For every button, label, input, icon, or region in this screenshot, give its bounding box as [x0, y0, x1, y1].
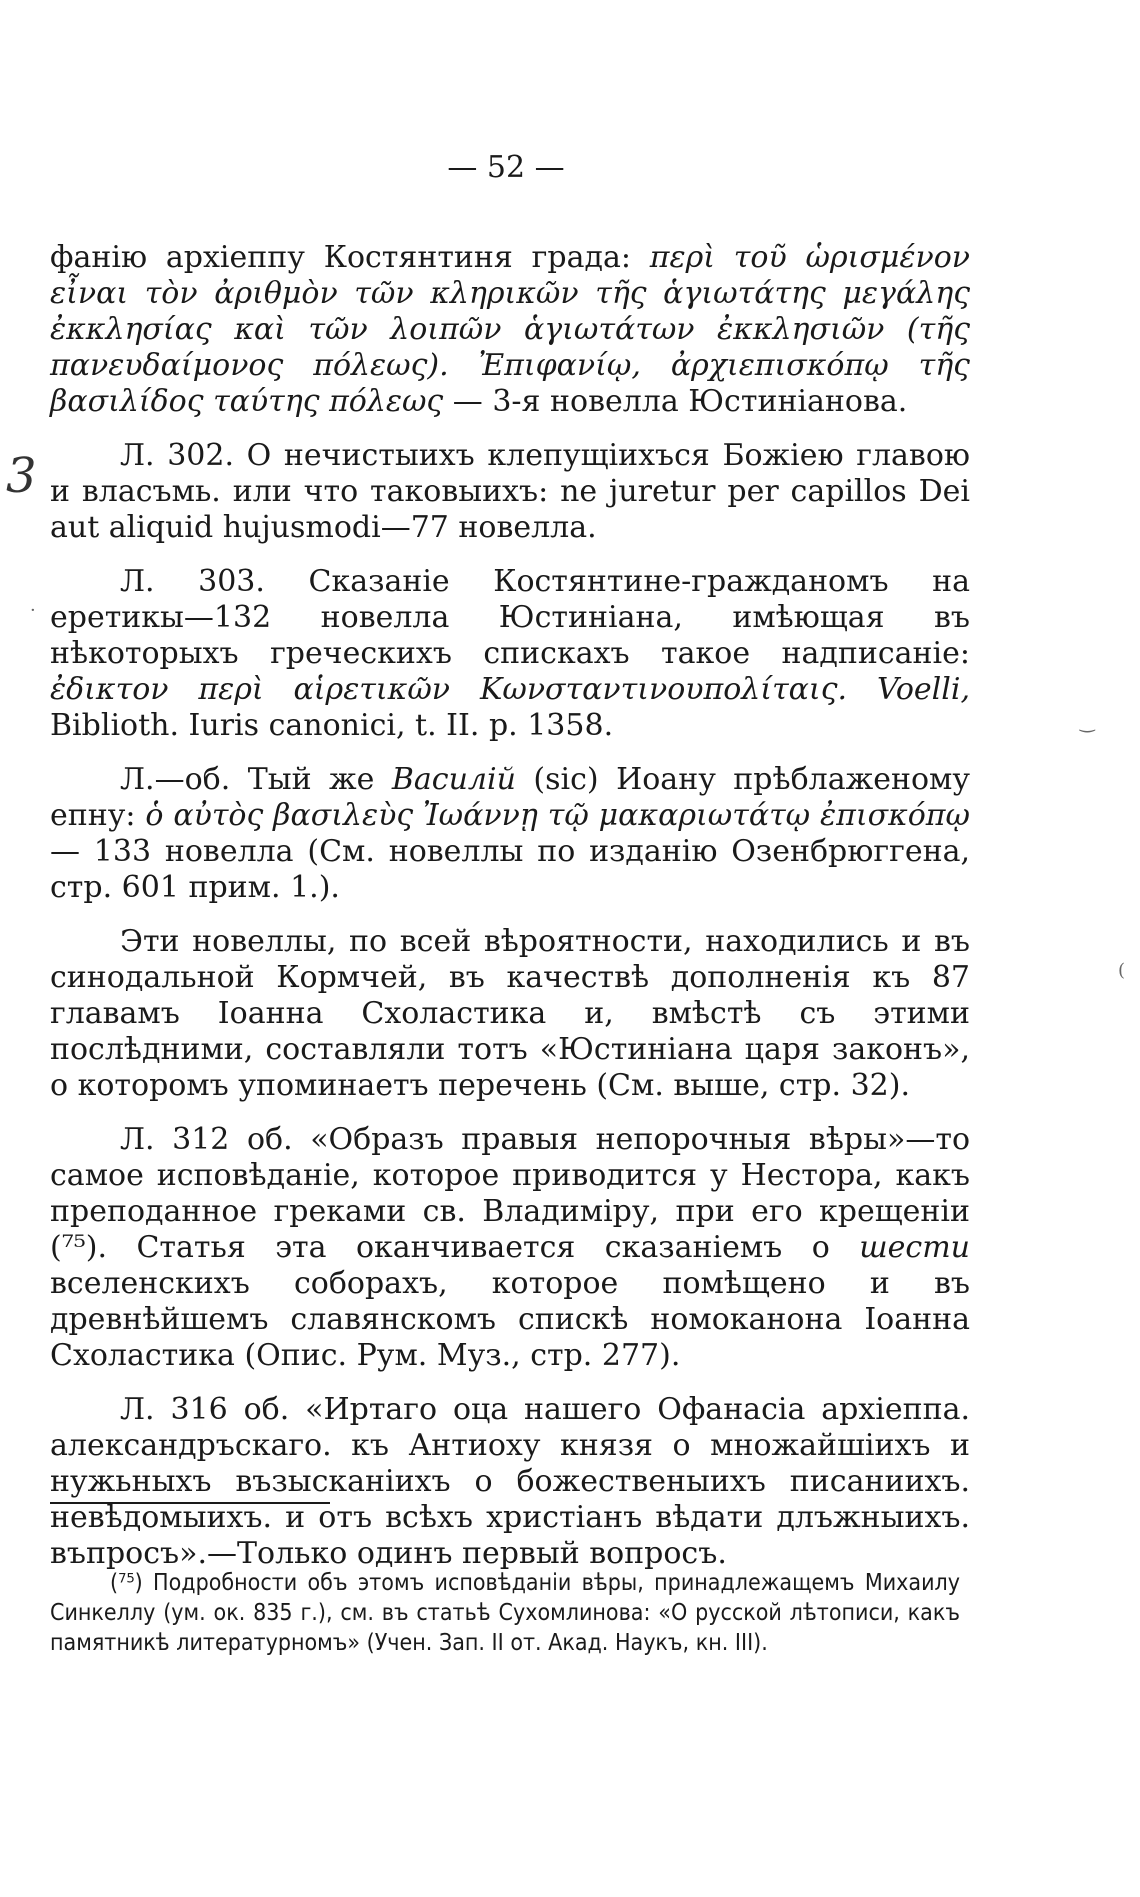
italic-text: Василій: [391, 762, 516, 797]
italic-text: ὁ αὐτὸς βασιλεὺς Ἰωάννῃ τῷ μακαριωτάτῳ ἐπισκόπῳ: [145, 798, 970, 833]
margin-speck: (: [1118, 960, 1126, 981]
paragraph: [50, 240, 970, 420]
paragraph: [50, 1392, 970, 1572]
margin-handwritten-mark: 3: [6, 448, 37, 504]
italic-text: шести: [859, 1230, 970, 1265]
paragraph: [50, 564, 970, 744]
paragraph: [50, 438, 970, 546]
body-text: [50, 240, 970, 1590]
text-run: вселенскихъ соборахъ, которое помѣщено и въ древнѣйшемъ славянскомъ спискѣ номоканона Іоанна Схоластика (Опис. Рум. Муз., стр. 277).: [50, 1266, 970, 1373]
footnote-divider: [50, 1502, 330, 1504]
text-run: Л. 303. Сказаніе Костянтине-гражданомъ на еретикы—132 новелла Юстиніана, имѣющая въ нѣкоторыхъ греческихъ спискахъ такое надписаніе:: [50, 564, 970, 671]
paragraph: [50, 924, 970, 1104]
text-run: Л. 302. О нечистыихъ клепущіихъся Божіею главою и власъмь. или что таковыихъ: ne juretur per capillos Dei aut aliquid hujusmodi—77 новелла.: [50, 438, 970, 545]
italic-text: περὶ τοῦ ὡρισμένον εἶναι τὸν ἀριθμὸν τῶν κληρικῶν τῆς ἁγιωτάτης μεγάλης ἐκκλησίας καὶ τῶν λοιπῶν ἁγιωτάτων ἐκκλησιῶν (τῆς πανευδαίμονος πόλεως). Ἐπιφανίῳ, ἀρχιεπισκόπῳ τῆς βασιλίδος ταύτης πόλεως: [50, 240, 970, 419]
paragraph: [50, 1122, 970, 1374]
italic-text: ἐδικτον περὶ αἱρετικῶν Κωνσταντινουπολίταις. Voelli,: [50, 672, 970, 707]
footnote: (⁷⁵) Подробности объ этомъ исповѣданіи вѣры, принадлежащемъ Михаилу Синкеллу (ум. ок. 835 г.), см. въ статьѣ Сухомлинова: «О русской лѣтописи, какъ памятникѣ литературномъ» (Учен. Зап. II от. Акад. Наукъ, кн. III).: [50, 1570, 960, 1656]
text-run: фанію архіеппу Костянтиня града:: [50, 240, 650, 275]
text-run: Л. 316 об. «Иртаго оца нашего Офанасіа архіеппа. александръскаго. къ Антиоху князя о множайшіихъ и нужьныхъ възысканіихъ о божественыихъ писаниихъ. невѣдомыихъ. и отъ всѣхъ христіанъ вѣдати длъжныихъ. въпросъ».—Только одинъ первый вопросъ.: [50, 1392, 970, 1571]
paragraph: [50, 762, 970, 906]
margin-speck: ·: [30, 600, 36, 621]
text-run: (sic) Иоану прѣблаженому епну:: [50, 762, 970, 833]
text-run: — 133 новелла (См. новеллы по изданію Озенбрюггена, стр. 601 прим. 1.).: [50, 834, 970, 905]
text-run: Л.—об. Тый же: [120, 762, 392, 797]
text-run: — 3-я новелла Юстиніанова.: [443, 384, 908, 419]
text-run: Л. 312 об. «Образъ правыя непорочныя вѣры»—то самое исповѣданіе, которое приводится у Нестора, какъ преподанное греками св. Владиміру, при его крещеніи (⁷⁵). Статья эта оканчивается сказаніемъ о: [50, 1122, 970, 1265]
text-run: Эти новеллы, по всей вѣроятности, находились и въ синодальной Кормчей, въ качествѣ дополненія къ 87 главамъ Іоанна Схоластика и, вмѣстѣ съ этими послѣдними, составляли тотъ «Юстиніана царя законъ», о которомъ упоминаетъ перечень (См. выше, стр. 32).: [50, 924, 970, 1103]
page-number: — 52 —: [447, 150, 565, 185]
margin-speck: ‿: [1080, 712, 1095, 733]
text-run: Biblioth. Iuris canonici, t. II. p. 1358.: [50, 708, 614, 743]
